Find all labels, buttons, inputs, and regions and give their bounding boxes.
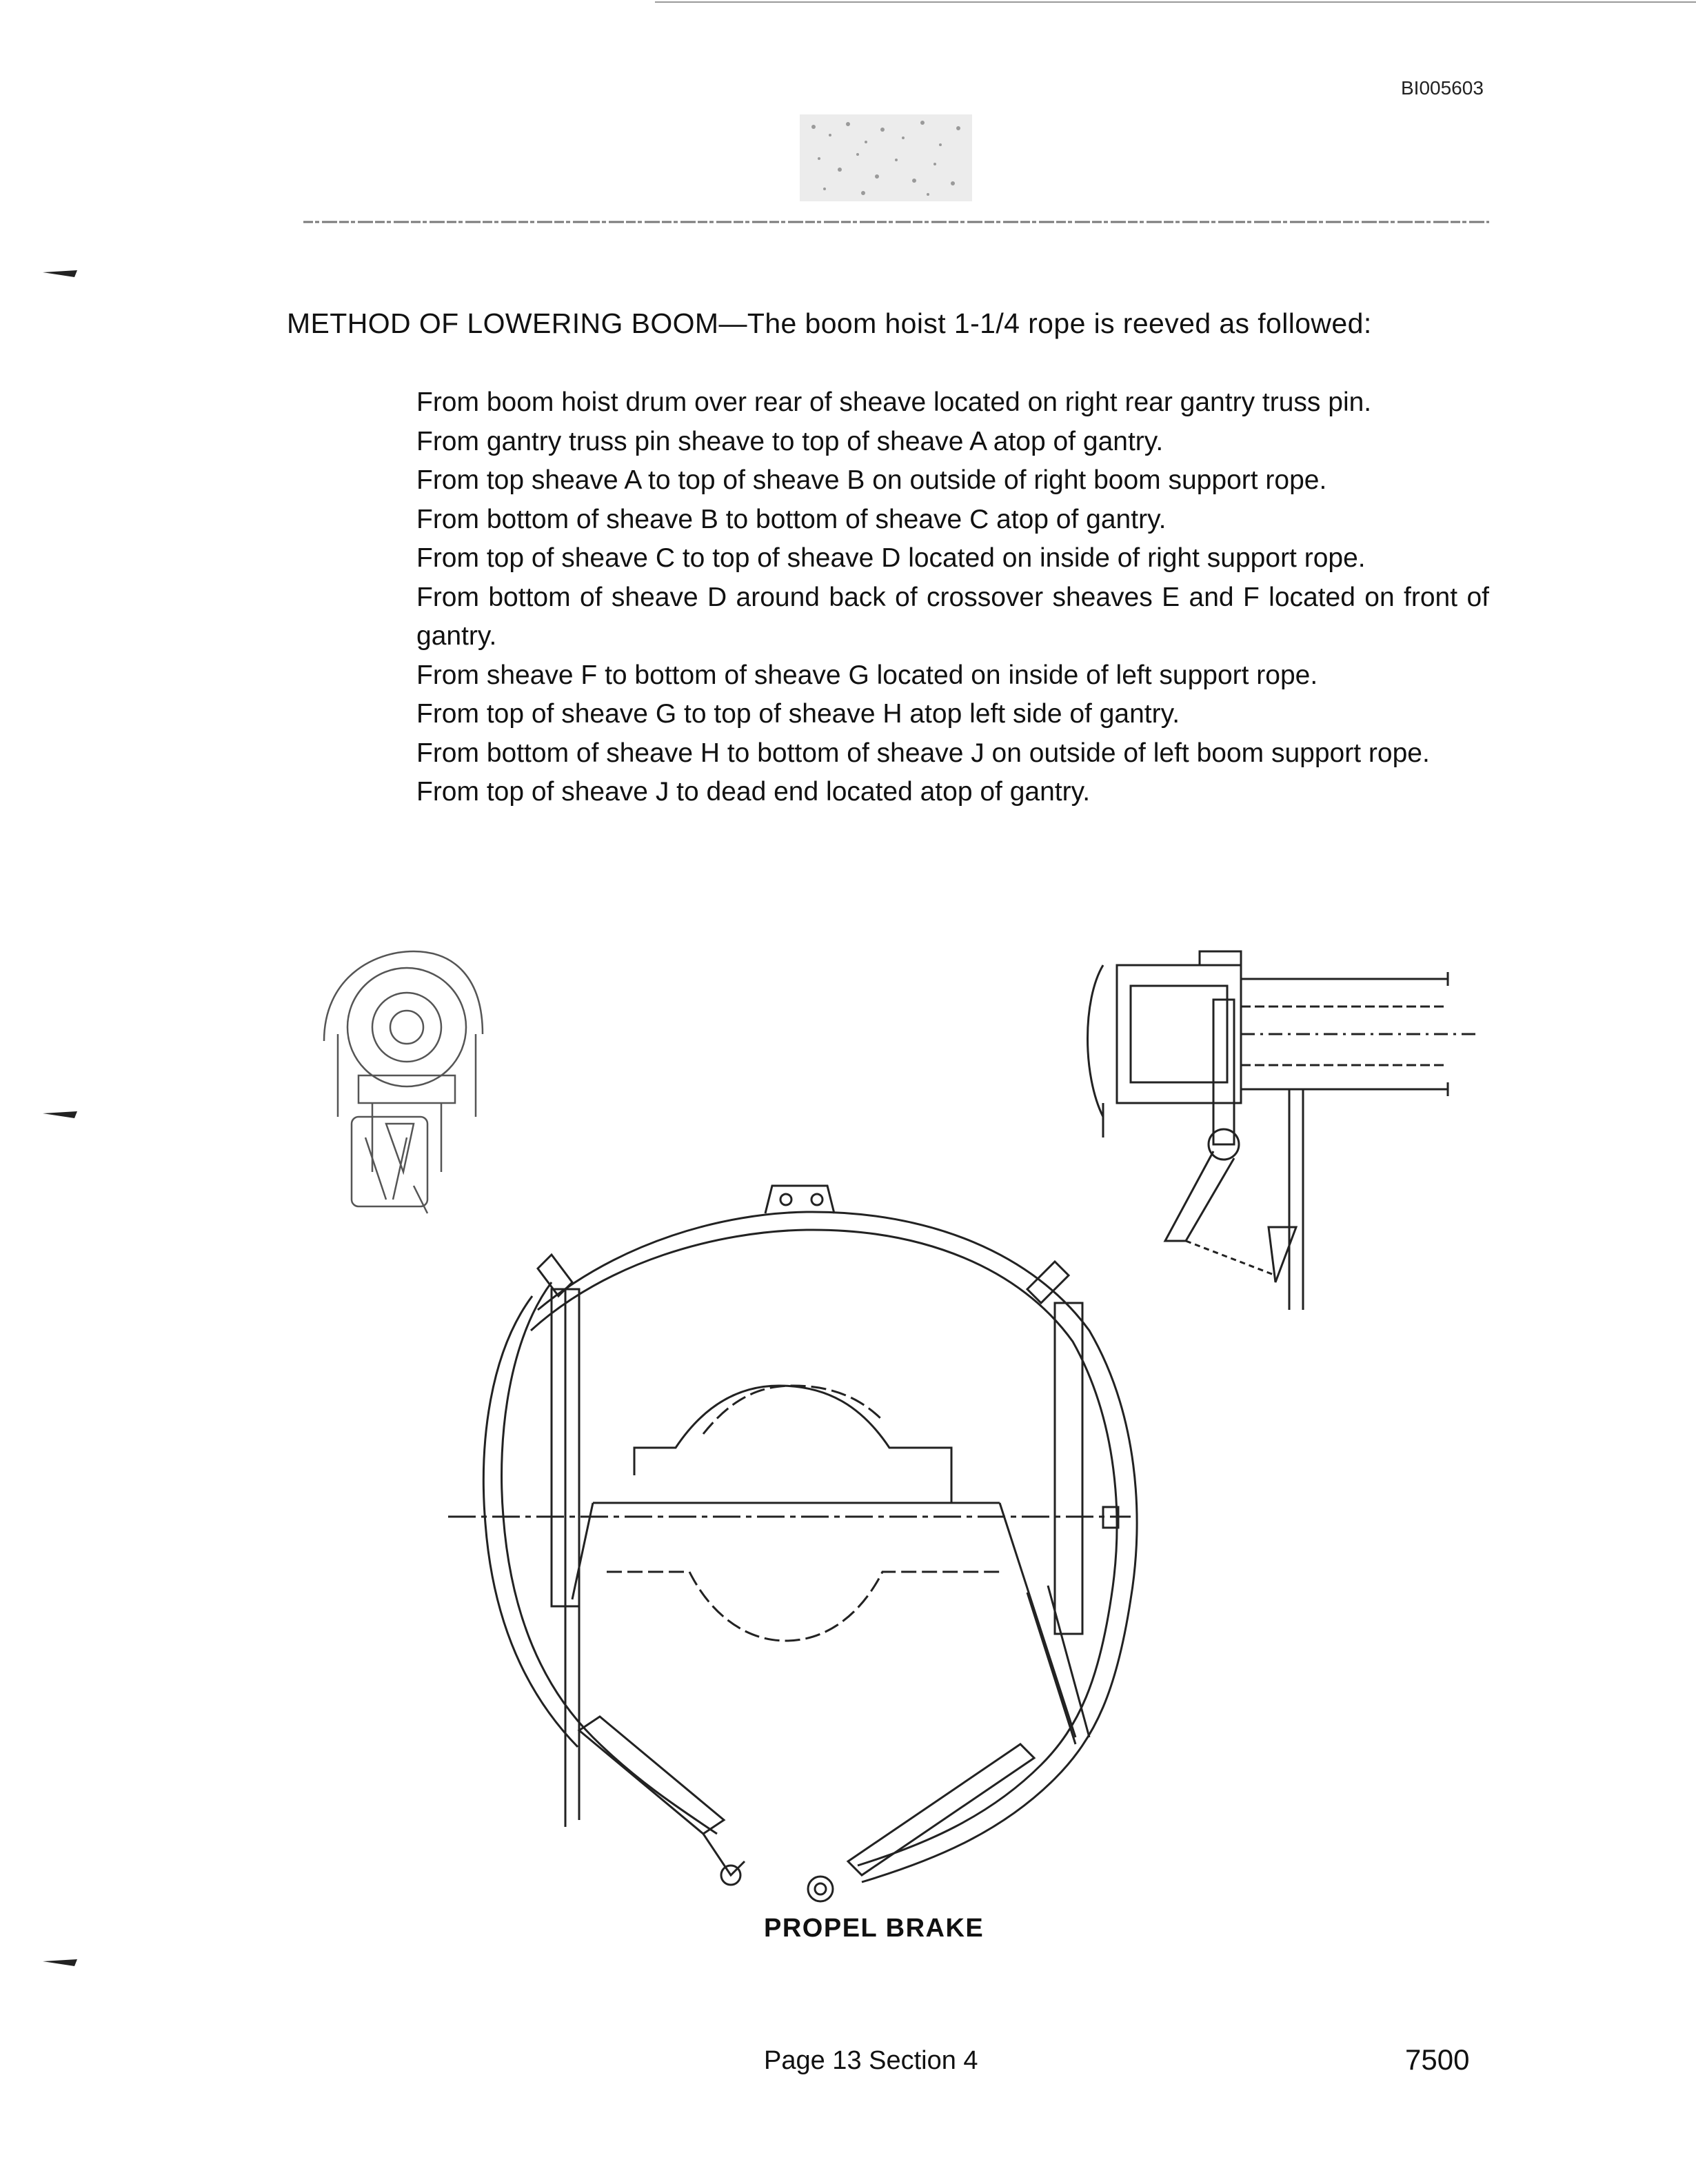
heading-text: —The boom hoist 1-1/4 rope is reeved as followed:: [718, 307, 1372, 339]
document-id: BI005603: [1401, 77, 1484, 99]
reeving-step: From bottom of sheave B to bottom of sheave C atop of gantry.: [416, 504, 1167, 534]
brake-detail-left-view: [324, 951, 483, 1213]
figure-caption: PROPEL BRAKE: [764, 1914, 985, 1943]
page-number: Page 13 Section 4: [764, 2046, 978, 2075]
reeving-step: From sheave F to bottom of sheave G located on inside of left support rope.: [416, 660, 1318, 690]
heading-label: METHOD OF LOWERING BOOM: [287, 307, 719, 339]
brake-detail-right-view: [1088, 951, 1476, 1310]
reeving-step: From boom hoist drum over rear of sheave located on right rear gantry truss pin.: [416, 387, 1372, 417]
reeving-step: From bottom of sheave H to bottom of sheave J on outside of left boom support rope.: [416, 738, 1430, 768]
reeving-step: From bottom of sheave D around back of crossover sheaves E and F located on front of gantry.: [416, 582, 1489, 651]
model-number: 7500: [1405, 2043, 1470, 2076]
reeving-step: From top sheave A to top of sheave B on outside of right boom support rope.: [416, 465, 1327, 495]
reeving-step: From gantry truss pin sheave to top of sheave A atop of gantry.: [416, 426, 1164, 456]
reeving-step: From top of sheave G to top of sheave H atop left side of gantry.: [416, 699, 1180, 729]
reeving-step: From top of sheave C to top of sheave D located on inside of right support rope.: [416, 543, 1366, 573]
reeving-step: From top of sheave J to dead end located atop of gantry.: [416, 777, 1091, 807]
brake-band-main-view: [448, 1186, 1137, 1901]
